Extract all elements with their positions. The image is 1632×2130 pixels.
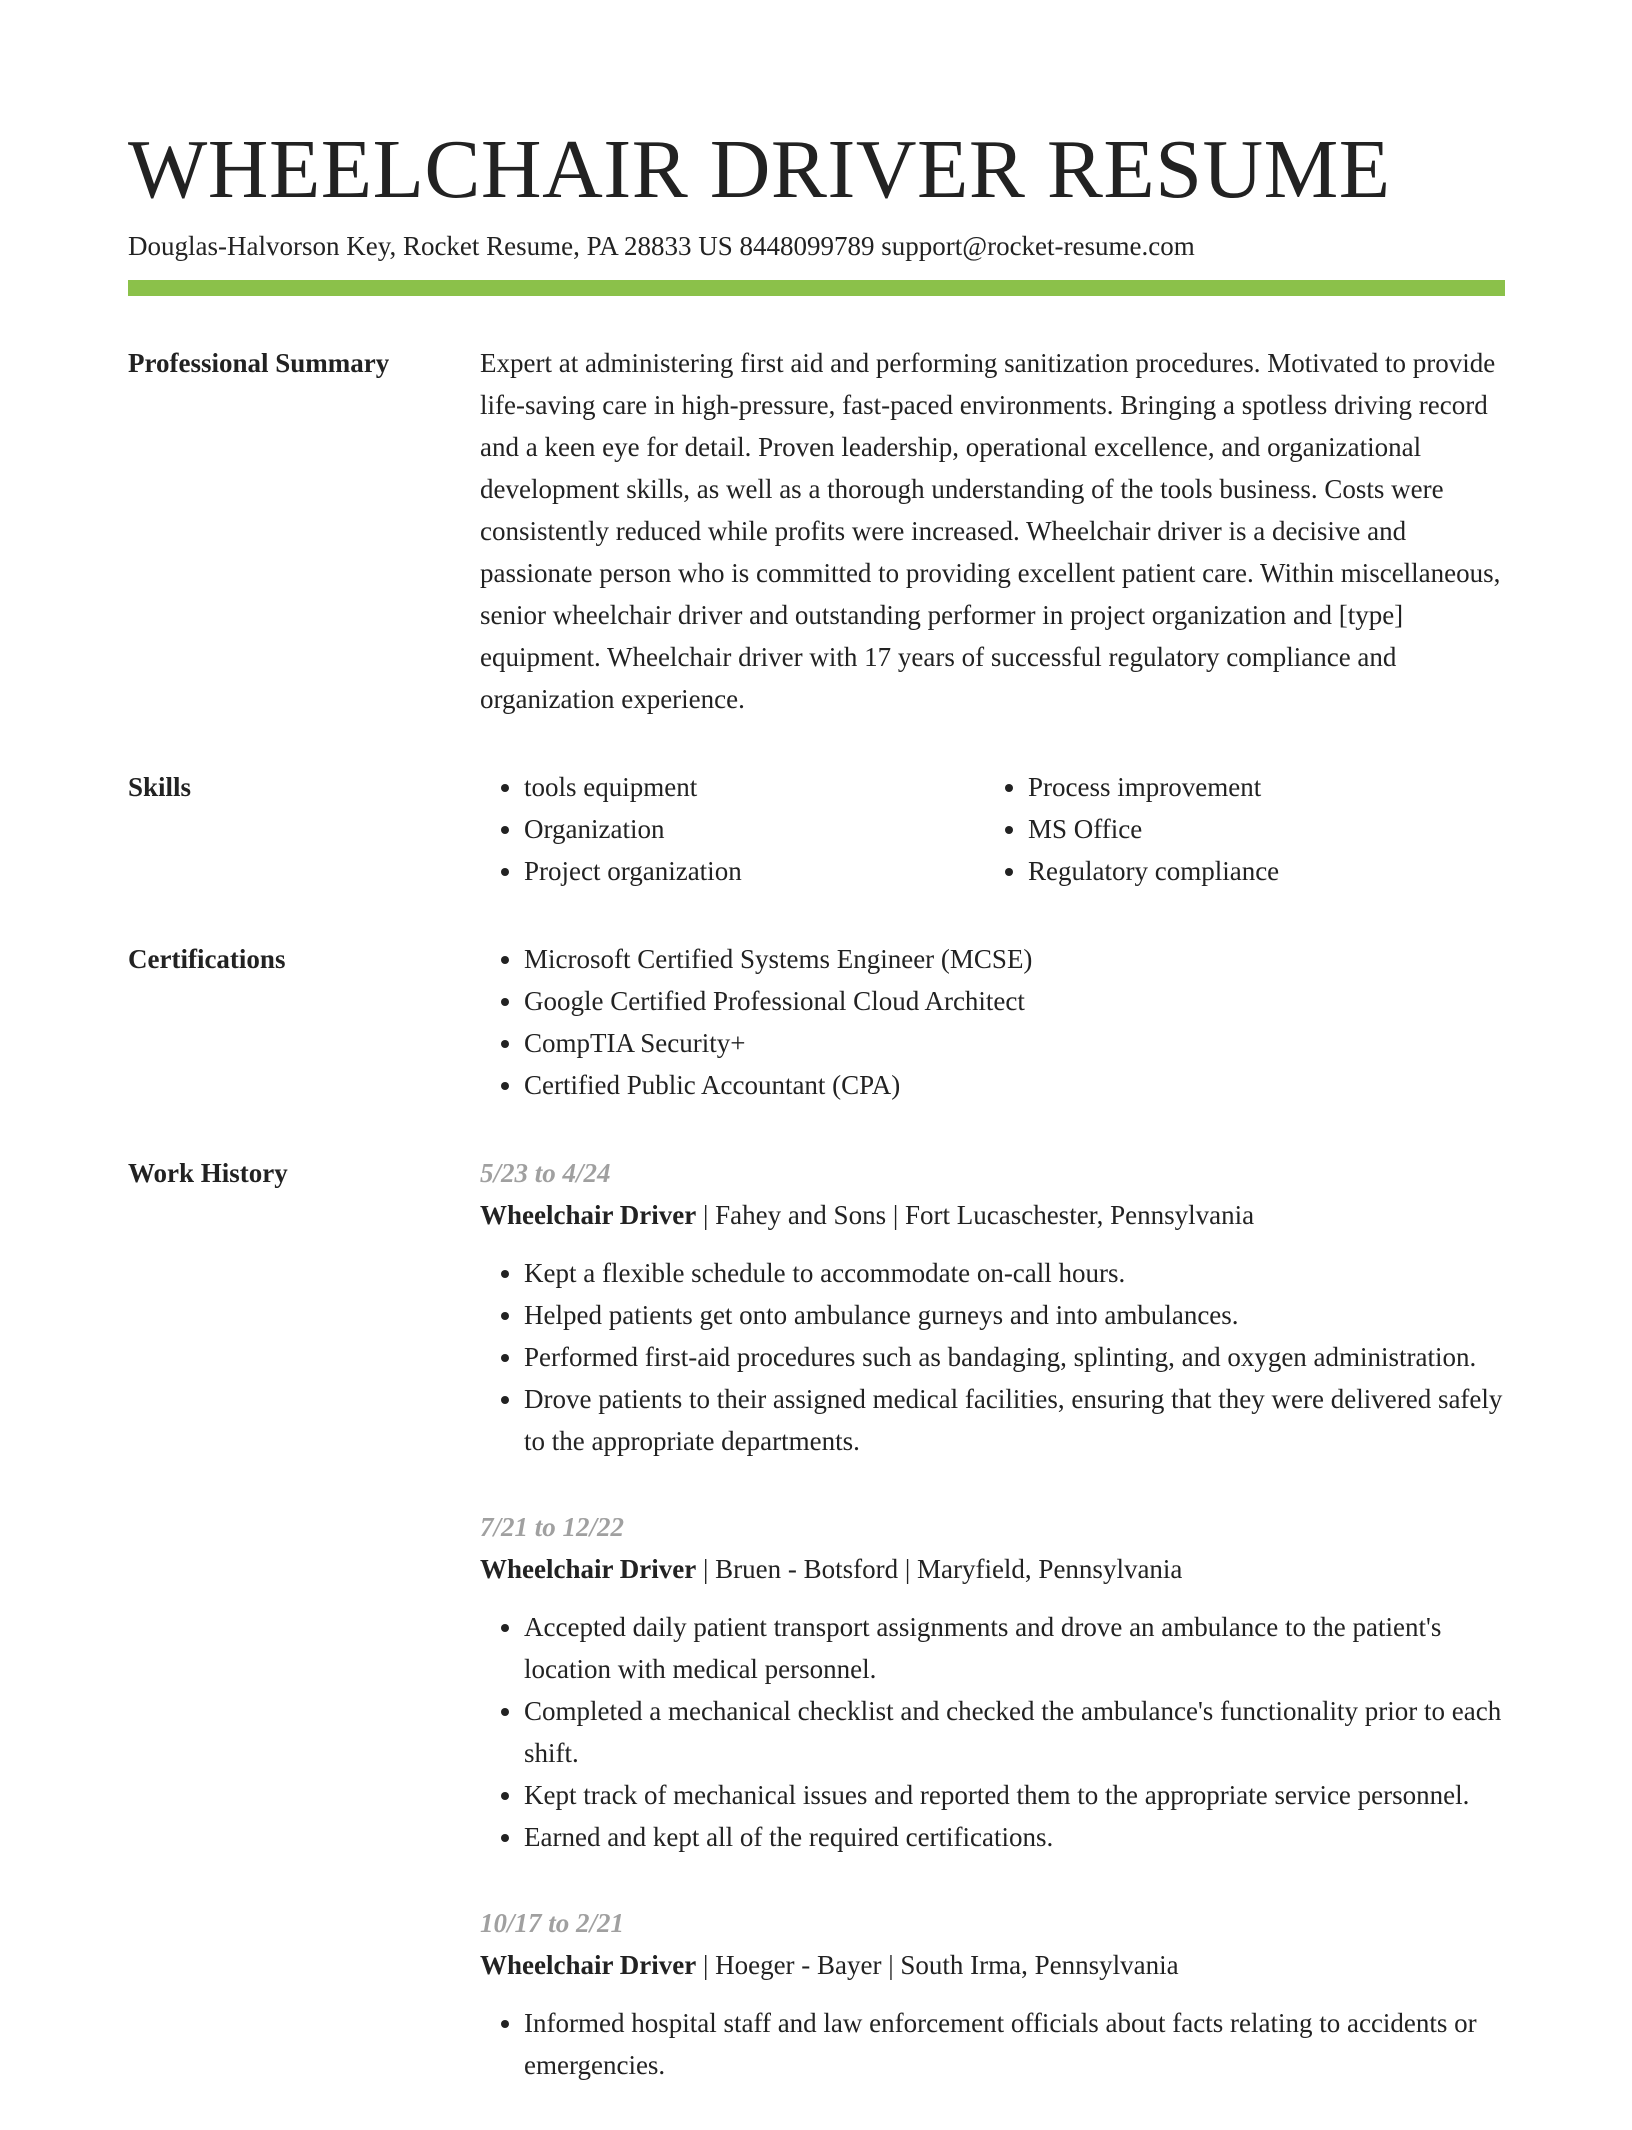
certification-item: • Certified Public Accountant (CPA) — [524, 1064, 1505, 1106]
job-bullet: • Kept a flexible schedule to accommodate on-call hours. — [524, 1252, 1505, 1294]
skill-item: • Process improvement — [1028, 766, 1505, 808]
job-title: Wheelchair Driver — [480, 1554, 697, 1584]
job-details: | Hoeger - Bayer | South Irma, Pennsylvania — [696, 1950, 1179, 1980]
job-bullet: • Kept track of mechanical issues and reported them to the appropriate service personnel. — [524, 1774, 1505, 1816]
skills-section — [128, 766, 1505, 892]
contact-line: Douglas-Halvorson Key, Rocket Resume, PA 28833 US 8448099789 support@rocket-resume.com — [128, 231, 1195, 261]
certification-item: • Google Certified Professional Cloud Architect — [524, 980, 1505, 1022]
job-details: | Bruen - Botsford | Maryfield, Pennsylvania — [696, 1554, 1183, 1584]
certifications-list — [480, 938, 1505, 1106]
section-label-certifications: Certifications — [128, 944, 286, 974]
certification-item: • Microsoft Certified Systems Engineer (MCSE) — [524, 938, 1505, 980]
work-history-body — [480, 1152, 1505, 2130]
certifications-section — [128, 938, 1505, 1106]
summary-body — [480, 342, 1505, 720]
job-bullets — [480, 1606, 1505, 1858]
skill-item: • Project organization — [524, 850, 984, 892]
job-bullets — [480, 1252, 1505, 1462]
job-bullet: • Informed hospital staff and law enforcement officials about facts relating to accidents or emergencies. — [524, 2002, 1505, 2086]
certification-item: • CompTIA Security+ — [524, 1022, 1505, 1064]
skill-item: • Regulatory compliance — [1028, 850, 1505, 892]
skills-list-left — [480, 766, 984, 892]
job-bullet: • Completed a mechanical checklist and checked the ambulance's functionality prior to each shift. — [524, 1690, 1505, 1774]
job-bullet: • Performed first-aid procedures such as bandaging, splinting, and oxygen administration. — [524, 1336, 1505, 1378]
skills-list-right — [984, 766, 1505, 892]
job-entry — [480, 1902, 1505, 2086]
skills-column-right — [984, 766, 1505, 892]
section-label-summary: Professional Summary — [128, 348, 390, 378]
job-heading — [480, 1194, 1505, 1236]
job-heading — [480, 1944, 1505, 1986]
work-history-section — [128, 1152, 1505, 2130]
summary-text: Expert at administering first aid and performing sanitization procedures. Motivated to provide life-saving care in high-pressure, fast-paced environments. Bringing a spotless driving record and a keen eye for detail. Proven leadership, operational excellence, and organizational development skills, as well as a thorough understanding of the tools business. Costs were consistently reduced while profits were increased. Wheelchair driver is a decisive and passionate person who is committed to providing excellent patient care. Within miscellaneous, senior wheelchair driver and outstanding performer in project organization and [type] equipment. Wheelchair driver with 17 years of successful regulatory compliance and organization experience. — [480, 348, 1501, 714]
section-label-work-history: Work History — [128, 1158, 288, 1188]
skill-item: • Organization — [524, 808, 984, 850]
skill-item: • MS Office — [1028, 808, 1505, 850]
job-title: Wheelchair Driver — [480, 1200, 697, 1230]
job-title: Wheelchair Driver — [480, 1950, 697, 1980]
skills-body — [480, 766, 1505, 892]
summary-section — [128, 342, 1505, 720]
header-divider — [128, 280, 1505, 296]
skills-column-left — [480, 766, 984, 892]
job-heading — [480, 1548, 1505, 1590]
section-label-skills: Skills — [128, 772, 192, 802]
job-dates: 10/17 to 2/21 — [480, 1908, 625, 1938]
job-dates: 5/23 to 4/24 — [480, 1158, 611, 1188]
job-details: | Fahey and Sons | Fort Lucaschester, Pennsylvania — [696, 1200, 1255, 1230]
skills-grid — [480, 766, 1505, 892]
job-bullet: • Accepted daily patient transport assignments and drove an ambulance to the patient's location with medical personnel. — [524, 1606, 1505, 1690]
job-dates: 7/21 to 12/22 — [480, 1512, 625, 1542]
job-bullet: • Earned and kept all of the required certifications. — [524, 1816, 1505, 1858]
job-bullet: • Drove patients to their assigned medical facilities, ensuring that they were delivered safely to the appropriate departments. — [524, 1378, 1505, 1462]
job-bullets — [480, 2002, 1505, 2086]
job-bullet: • Helped patients get onto ambulance gurneys and into ambulances. — [524, 1294, 1505, 1336]
page-title: WHEELCHAIR DRIVER RESUME — [128, 123, 1391, 216]
job-entry — [480, 1152, 1505, 1462]
job-entry — [480, 1506, 1505, 1858]
certifications-body — [480, 938, 1505, 1106]
skill-item: • tools equipment — [524, 766, 984, 808]
